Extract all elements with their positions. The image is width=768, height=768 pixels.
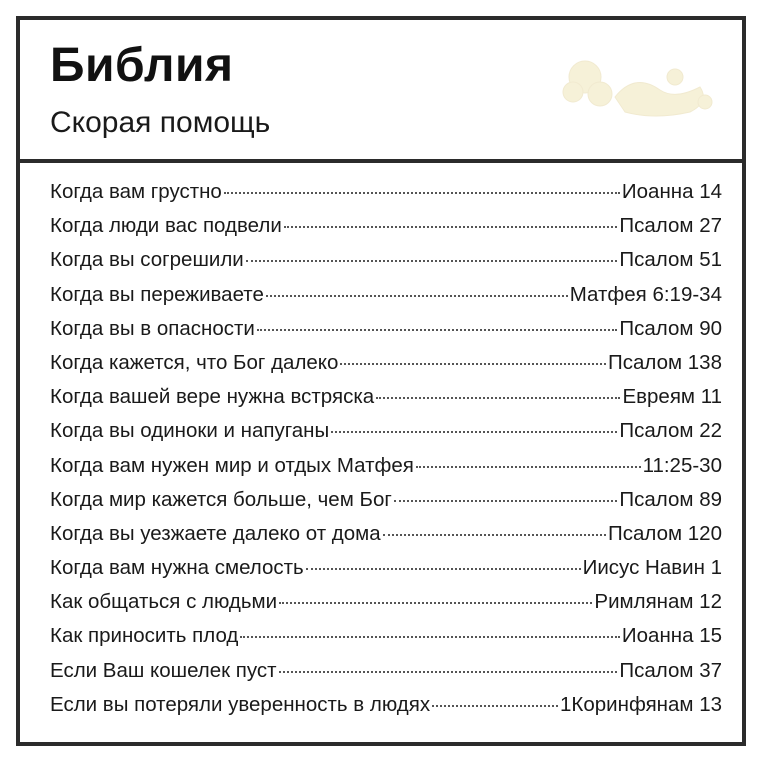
scripture-reference: Псалом 120: [608, 521, 722, 545]
list-item: [50, 454, 722, 488]
header: [20, 20, 742, 163]
scripture-reference: Иоанна 15: [621, 624, 722, 648]
list-item: [50, 283, 722, 317]
list-item: [50, 248, 722, 282]
dot-leader: [279, 602, 592, 604]
situation-label: Когда люди вас подвели: [50, 214, 282, 238]
dot-leader: [432, 705, 558, 707]
list-item: [50, 180, 722, 214]
situation-label: Когда вы одиноки и напуганы: [50, 419, 330, 443]
situation-label: Когда вы переживаете: [50, 282, 264, 306]
list-item: [50, 522, 722, 556]
dot-leader: [257, 329, 618, 331]
list-item: [50, 351, 722, 385]
situation-label: Как приносить плод: [50, 624, 239, 648]
list-item: [50, 659, 722, 693]
list-item: [50, 214, 722, 248]
scripture-reference: 11:25-30: [642, 453, 722, 477]
dot-leader: [331, 431, 617, 433]
dot-leader: [394, 500, 618, 502]
list-item: [50, 693, 722, 727]
situation-label: Когда вы согрешили: [50, 248, 244, 272]
dot-leader: [224, 192, 620, 194]
dot-leader: [340, 363, 606, 365]
list-item: [50, 624, 722, 658]
scripture-reference: Псалом 22: [619, 419, 722, 443]
list-item: [50, 590, 722, 624]
watermark-ornament-icon: [525, 42, 725, 132]
scripture-reference: Римлянам 12: [594, 590, 722, 614]
dot-leader: [376, 397, 620, 399]
situation-label: Когда кажется, что Бог далеко: [50, 350, 339, 374]
situation-label: Как общаться с людьми: [50, 590, 278, 614]
situation-label: Когда мир кажется больше, чем Бог: [50, 487, 392, 511]
list-item: [50, 488, 722, 522]
list-item: [50, 419, 722, 453]
scripture-reference: Псалом 89: [619, 487, 722, 511]
scripture-reference: Иоанна 14: [621, 180, 722, 203]
dot-leader: [246, 260, 618, 262]
dot-leader: [284, 226, 618, 228]
dot-leader: [266, 295, 568, 297]
dot-leader: [279, 671, 618, 673]
page-title: Библия: [50, 39, 234, 92]
situation-label: Когда вашей вере нужна встряска: [50, 385, 375, 409]
scripture-reference: Псалом 27: [619, 214, 722, 238]
page-subtitle: Скорая помощь: [50, 106, 271, 139]
scripture-reference: Евреям 11: [622, 385, 722, 409]
scripture-reference: 1Коринфянам 13: [560, 692, 722, 716]
scripture-reference: Псалом 138: [608, 350, 722, 374]
card-frame: [16, 16, 746, 746]
situation-label: Когда вы уезжаете далеко от дома: [50, 521, 381, 545]
scripture-reference: Псалом 51: [619, 248, 722, 272]
reference-list: [50, 180, 722, 727]
dot-leader: [416, 466, 641, 468]
situation-label: Когда вам нужен мир и отдых Матфея: [50, 453, 414, 477]
situation-label: Когда вы в опасности: [50, 316, 255, 340]
situation-label: Если вы потеряли уверенность в людях: [50, 692, 431, 716]
list-item: [50, 556, 722, 590]
list-item: [50, 385, 722, 419]
dot-leader: [240, 636, 620, 638]
scripture-reference: Псалом 37: [619, 658, 722, 682]
scripture-reference: Псалом 90: [619, 316, 722, 340]
situation-label: Если Ваш кошелек пуст: [50, 658, 277, 682]
list-item: [50, 317, 722, 351]
scripture-reference: Матфея 6:19-34: [569, 282, 722, 306]
situation-label: Когда вам нужна смелость: [50, 556, 304, 580]
situation-label: Когда вам грустно: [50, 180, 222, 203]
scripture-reference: Иисус Навин 1: [582, 556, 722, 580]
dot-leader: [306, 568, 581, 570]
dot-leader: [383, 534, 606, 536]
